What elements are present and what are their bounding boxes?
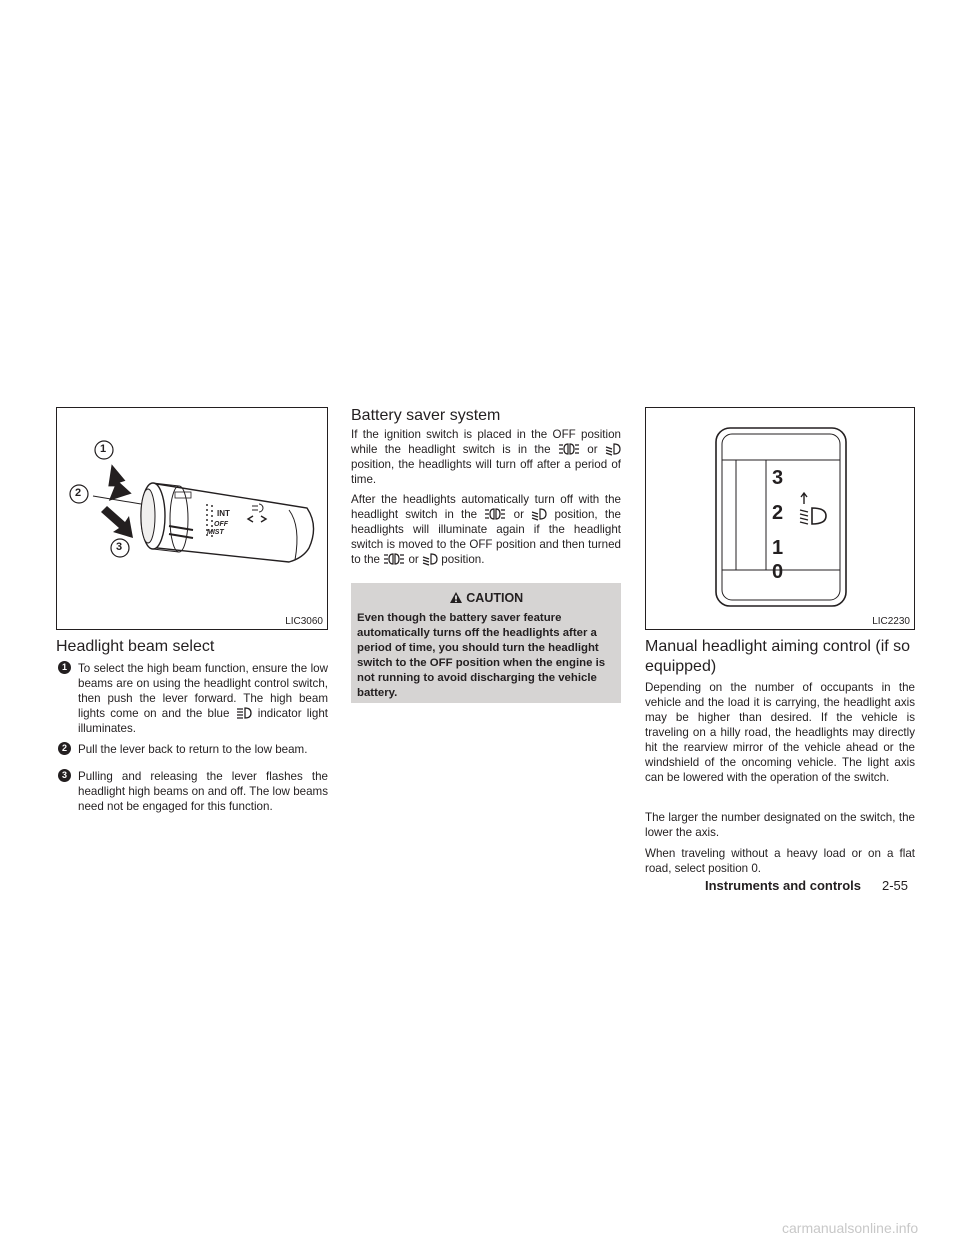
dial-number-2: 2 <box>772 502 784 524</box>
battery-saver-heading: Battery saver system <box>351 407 501 424</box>
headlight-lever-illustration <box>57 408 327 629</box>
list-item <box>58 769 328 831</box>
para-text: If the ignition switch is placed in the OFF position while the headlight switch is in the <box>351 428 621 456</box>
footer-section-title: Instruments and controls <box>705 878 862 893</box>
caution-box <box>351 583 621 703</box>
item-number-1: 1 <box>58 661 71 674</box>
headlight-icon <box>605 443 621 455</box>
dial-number-0-clip <box>766 561 796 583</box>
headlight-beam-select-heading: Headlight beam select <box>56 638 215 655</box>
para-text: position, the headlights will turn off after a period of time. <box>351 458 621 486</box>
lever-figure <box>56 407 328 630</box>
item-text: Pull the lever back to return to the low beam. <box>78 743 308 756</box>
dial-number-1: 1 <box>772 537 784 559</box>
figure-code: LIC3060 <box>285 616 323 627</box>
item-text-cont: indicator light illuminates. <box>78 707 328 735</box>
figure-code: LIC2230 <box>872 616 910 627</box>
item-text: To select the high beam function, ensure the low beams are on using the headlight control switch, then push the lever forward. The high beam lights come on and the blue <box>78 662 328 720</box>
battery-saver-paragraph-2 <box>351 492 621 567</box>
callout-3: 3 <box>116 541 123 553</box>
aiming-paragraph-3: When traveling without a heavy load or on a flat road, select position 0. <box>645 847 915 875</box>
manual-aiming-heading: Manual headlight aiming control (if so equipped) <box>645 638 911 675</box>
lever-label-off: OFF <box>214 521 228 528</box>
parking-light-icon <box>484 508 506 520</box>
aiming-paragraph-1: Depending on the number of occupants in the vehicle and the load it is carrying, the headlight axis may be higher than desired. If the vehicle is traveling on a hilly road, the headlights may directly hit the rearview mirror of the vehicle ahead or the windshield of the oncoming vehicle. The light axis can be lowered with the operation of the switch. <box>645 681 915 784</box>
warning-triangle-icon <box>449 591 463 604</box>
watermark: carmanualsonline.info <box>782 1220 919 1236</box>
parking-light-icon <box>383 553 405 565</box>
footer-page-number: 2-55 <box>882 878 909 893</box>
para-text: After the headlights automatically turn off with the headlight switch in the <box>351 493 621 521</box>
aiming-paragraph-2: The larger the number designated on the switch, the lower the axis. <box>645 811 915 839</box>
dial-number-0: 0 <box>772 561 784 583</box>
battery-saver-paragraph-1 <box>351 427 621 487</box>
caution-text: Even though the battery saver feature automatically turns off the headlights after a period of time, you should turn the headlight switch to the OFF position when the engine is not running to avoid discharging the vehicle battery. <box>357 612 606 699</box>
item-number-2: 2 <box>58 742 71 755</box>
callout-2: 2 <box>75 487 82 499</box>
aiming-switch-figure <box>645 407 915 630</box>
headlight-icon <box>422 553 438 565</box>
caution-title: CAUTION <box>466 591 524 605</box>
callout-1: 1 <box>100 443 107 455</box>
item-text: Pulling and releasing the lever flashes the headlight high beams on and off. The low beams need not be engaged for this function. <box>78 770 328 813</box>
lever-label-mist: MIST <box>207 529 224 536</box>
list-item <box>58 661 328 737</box>
caution-title-row <box>351 591 621 605</box>
para-text: position. <box>441 553 485 566</box>
para-text: or <box>408 553 419 566</box>
high-beam-icon <box>235 707 253 719</box>
parking-light-icon <box>558 443 580 455</box>
dial-number-3: 3 <box>772 467 784 489</box>
para-text: or <box>513 508 524 521</box>
para-text: position, the headlights will illuminate again if the headlight switch is moved to the OFF position and then turned to the <box>351 508 621 566</box>
headlight-icon <box>531 508 547 520</box>
item-number-3: 3 <box>58 769 71 782</box>
para-text: or <box>587 443 598 456</box>
list-item <box>58 742 328 758</box>
lever-label-int: INT <box>217 509 230 518</box>
